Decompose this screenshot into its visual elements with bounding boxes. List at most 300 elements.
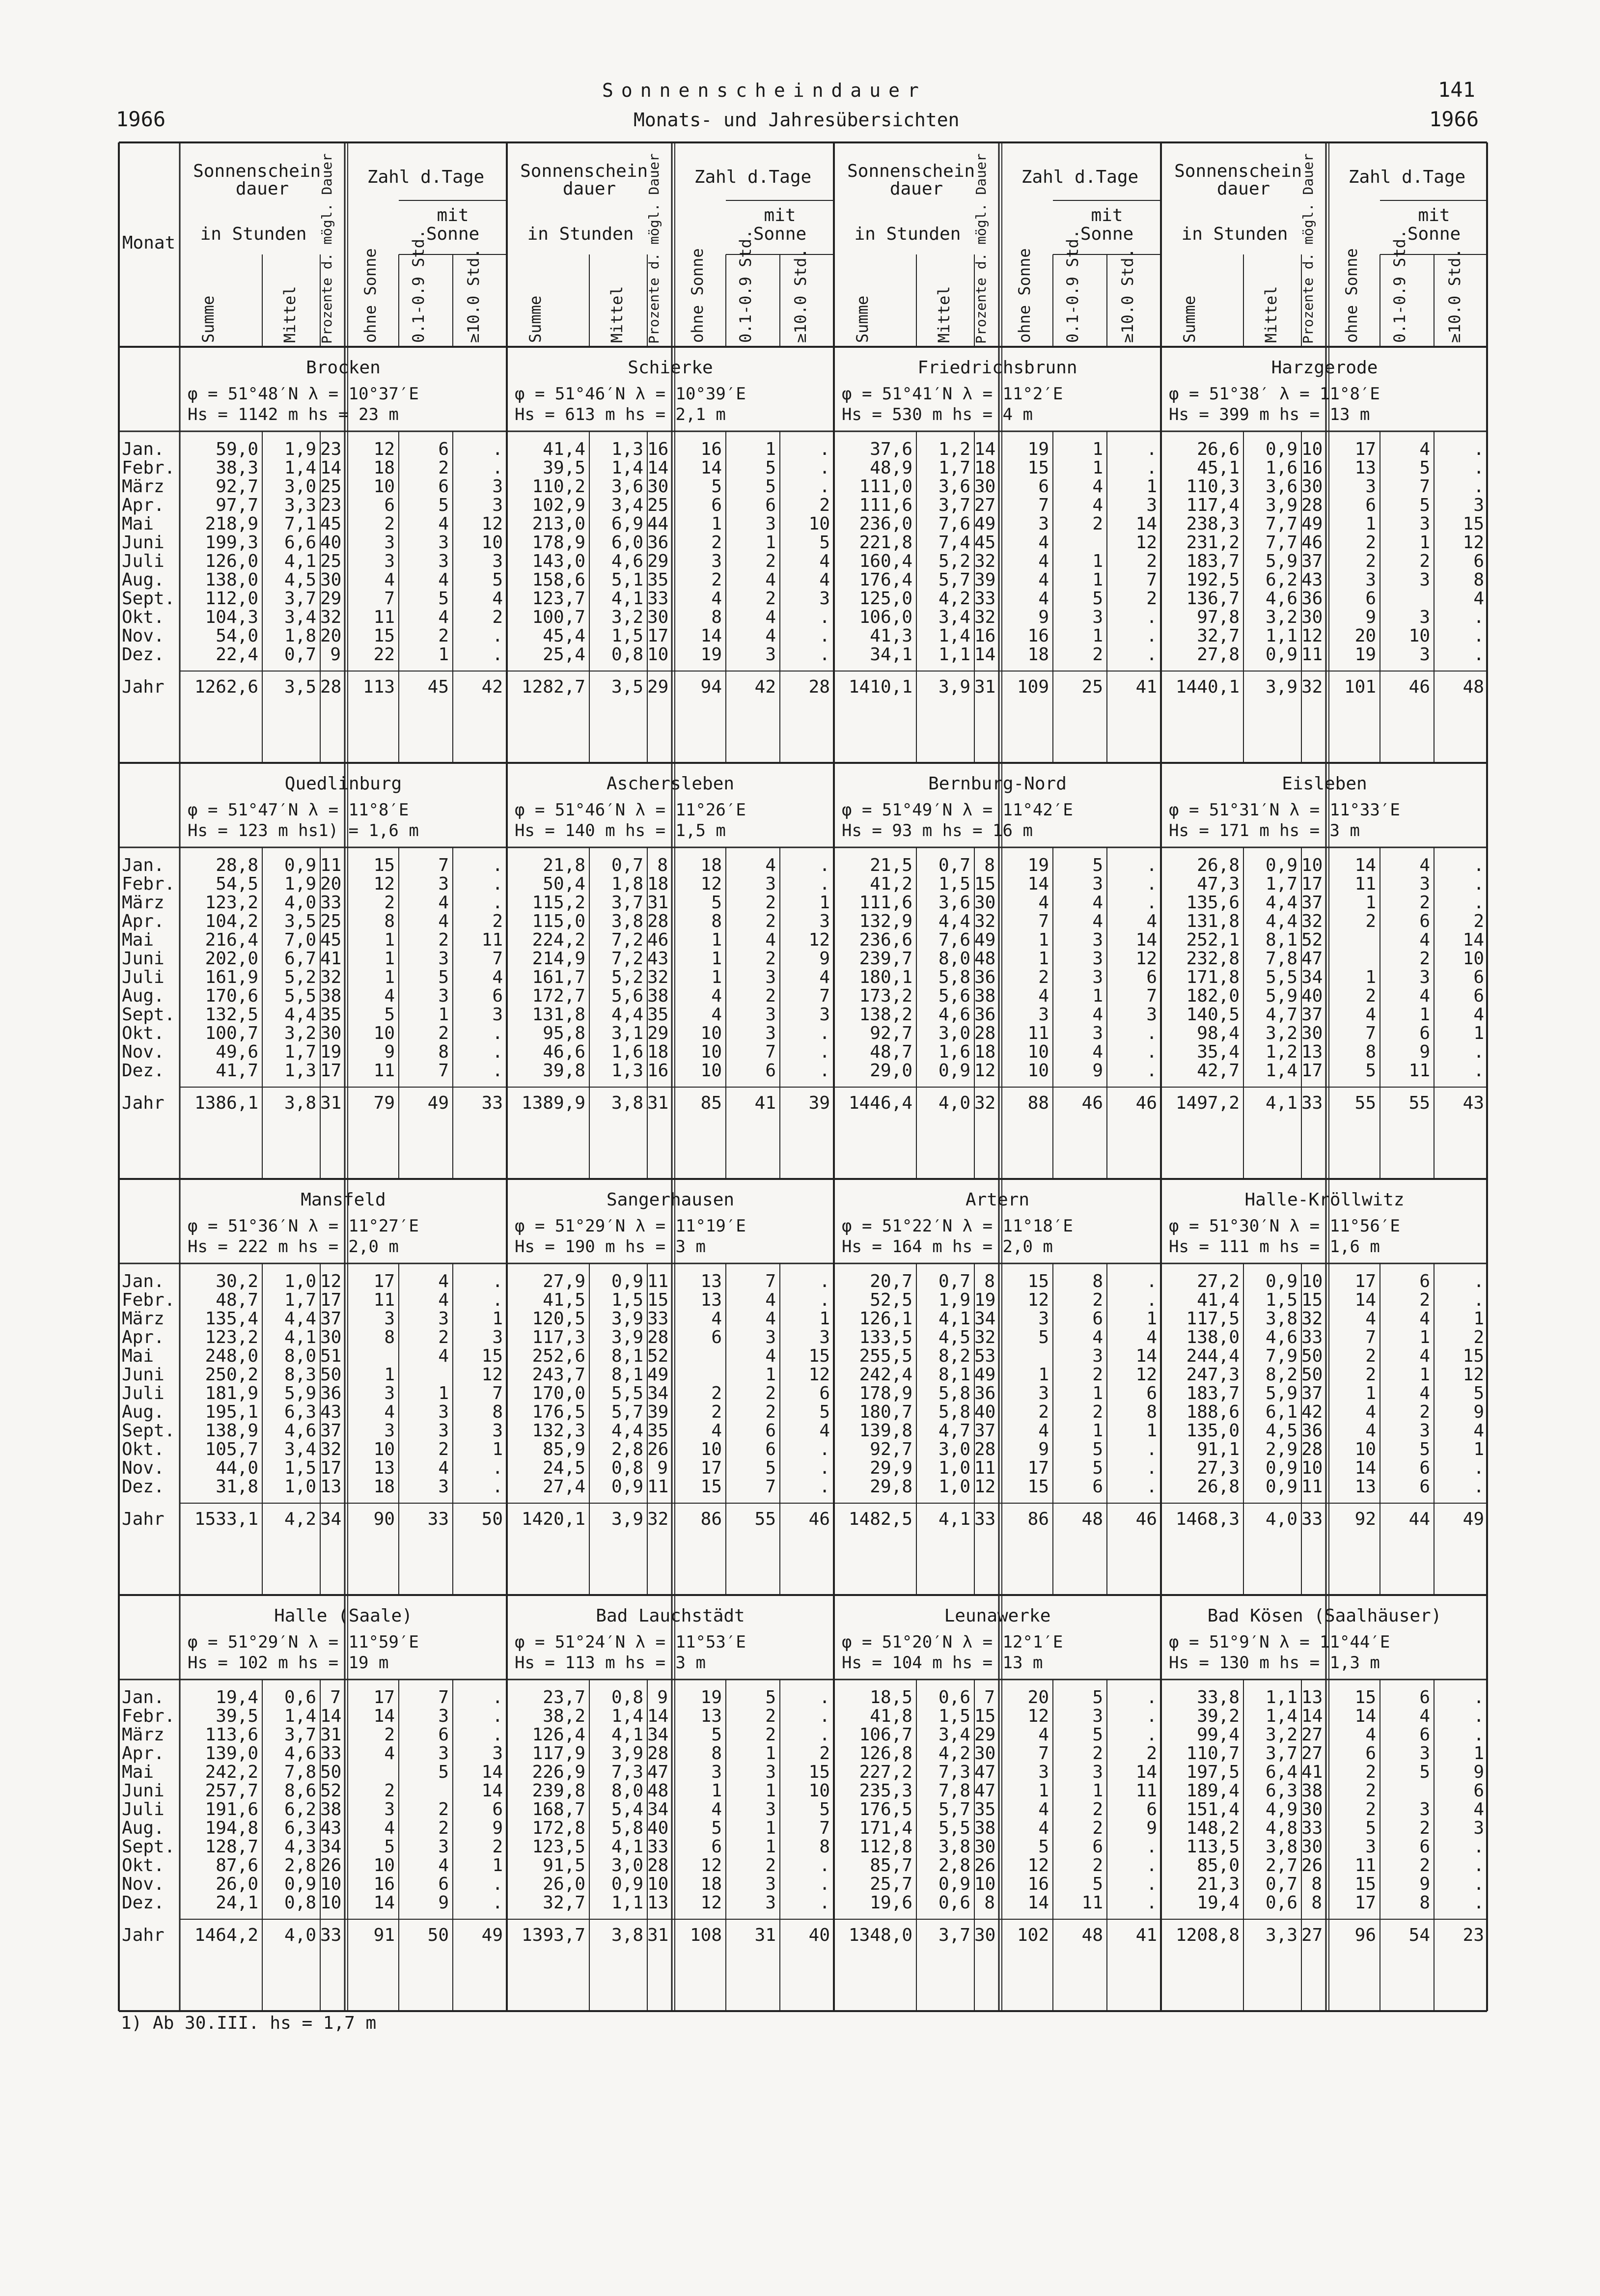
station-coord-1: φ = 51°38′ λ = 11°8′E bbox=[1169, 384, 1380, 404]
data-cell: 16 bbox=[700, 439, 722, 459]
station-name: Halle-Kröllwitz bbox=[1244, 1190, 1405, 1210]
data-cell: 1,7 bbox=[938, 458, 970, 478]
data-cell: 168,7 bbox=[532, 1799, 585, 1820]
data-cell: 24,5 bbox=[543, 1458, 585, 1478]
data-cell: 47 bbox=[1301, 949, 1323, 969]
data-cell: 29 bbox=[647, 551, 669, 571]
month-label: Febr. bbox=[122, 874, 175, 894]
data-cell: 8,0 bbox=[284, 1346, 316, 1366]
data-cell: 11 bbox=[974, 1458, 996, 1478]
data-cell: 9 bbox=[492, 1818, 503, 1838]
total-cell: 1410,1 bbox=[848, 677, 912, 697]
data-cell: 3 bbox=[765, 1023, 776, 1043]
data-cell: 1,4 bbox=[1265, 1706, 1297, 1726]
data-cell: 12 bbox=[700, 874, 722, 894]
total-cell: 43 bbox=[1462, 1093, 1484, 1113]
data-cell: 30 bbox=[647, 476, 669, 497]
data-cell: 4 bbox=[438, 893, 449, 913]
data-cell: 5,9 bbox=[1265, 551, 1297, 571]
data-cell: 112,8 bbox=[859, 1837, 912, 1857]
data-cell: 48,7 bbox=[870, 1042, 912, 1062]
data-cell: 4 bbox=[1419, 1309, 1430, 1329]
data-cell: 4 bbox=[1038, 551, 1049, 571]
data-cell: 47 bbox=[647, 1762, 669, 1782]
total-cell: 49 bbox=[1462, 1509, 1484, 1529]
data-cell: 4,7 bbox=[938, 1421, 970, 1441]
data-cell: 1 bbox=[711, 1781, 722, 1801]
data-cell: 7,7 bbox=[1265, 532, 1297, 553]
data-cell: 6,3 bbox=[1265, 1781, 1297, 1801]
data-cell: 8,1 bbox=[1265, 930, 1297, 950]
data-cell: 3 bbox=[492, 495, 503, 515]
data-cell: 7,9 bbox=[1265, 1346, 1297, 1366]
data-cell: 19,4 bbox=[1197, 1893, 1240, 1913]
data-cell: 27,4 bbox=[543, 1477, 585, 1497]
data-cell: 6 bbox=[1092, 1837, 1103, 1857]
data-cell: 18 bbox=[373, 1477, 395, 1497]
data-cell: 8,0 bbox=[938, 949, 970, 969]
data-cell: 7,8 bbox=[938, 1781, 970, 1801]
data-cell: 3 bbox=[1419, 967, 1430, 987]
data-cell: 4,7 bbox=[1265, 1005, 1297, 1025]
data-cell: 17 bbox=[320, 1290, 342, 1310]
data-cell: 4 bbox=[765, 626, 776, 646]
data-cell: 15 bbox=[1354, 1687, 1376, 1708]
total-cell: 108 bbox=[690, 1925, 722, 1945]
data-cell: 1 bbox=[765, 439, 776, 459]
data-cell: 4 bbox=[765, 930, 776, 950]
data-cell: 3,7 bbox=[284, 588, 316, 609]
month-label: Dez. bbox=[122, 1893, 165, 1913]
data-cell: 11 bbox=[1301, 1477, 1323, 1497]
data-cell: . bbox=[1473, 1290, 1484, 1310]
data-cell: 135,6 bbox=[1186, 893, 1240, 913]
data-cell: 33,8 bbox=[1197, 1687, 1240, 1708]
data-cell: 10 bbox=[1462, 949, 1484, 969]
data-cell: 35 bbox=[320, 1005, 342, 1025]
data-cell: 7 bbox=[438, 1061, 449, 1081]
data-cell: 29,9 bbox=[870, 1458, 912, 1478]
total-cell: 46 bbox=[1081, 1093, 1103, 1113]
data-cell: 3 bbox=[492, 476, 503, 497]
data-cell: 123,7 bbox=[532, 588, 585, 609]
header-summe: Summe bbox=[853, 295, 872, 343]
data-cell: 170,6 bbox=[205, 986, 258, 1006]
total-cell: 1386,1 bbox=[194, 1093, 258, 1113]
data-cell: 4 bbox=[1365, 1309, 1376, 1329]
data-cell: 4 bbox=[1092, 495, 1103, 515]
data-cell: 10 bbox=[373, 476, 395, 497]
data-cell: 2 bbox=[492, 1837, 503, 1857]
data-cell: 3 bbox=[1419, 644, 1430, 665]
data-cell: 138,0 bbox=[205, 570, 258, 590]
data-cell: 7,4 bbox=[938, 532, 970, 553]
data-cell: 12 bbox=[320, 1271, 342, 1291]
data-cell: 35 bbox=[647, 1421, 669, 1441]
data-cell: 161,7 bbox=[532, 967, 585, 987]
data-cell: 2 bbox=[819, 1743, 830, 1764]
data-cell: 3,1 bbox=[611, 1023, 643, 1043]
data-cell: 41,3 bbox=[870, 626, 912, 646]
data-cell: 6 bbox=[1419, 1477, 1430, 1497]
data-cell: 95,8 bbox=[543, 1023, 585, 1043]
data-cell: 4,4 bbox=[938, 911, 970, 931]
data-cell: 10 bbox=[808, 514, 830, 534]
data-cell: 45 bbox=[974, 532, 996, 553]
data-cell: 8,6 bbox=[284, 1781, 316, 1801]
total-cell: 1440,1 bbox=[1175, 677, 1240, 697]
data-cell: 126,0 bbox=[205, 551, 258, 571]
data-cell: 5,2 bbox=[938, 551, 970, 571]
data-cell: 6,6 bbox=[284, 532, 316, 553]
month-label: Juni bbox=[122, 532, 165, 553]
data-cell: 188,6 bbox=[1186, 1402, 1240, 1422]
data-cell: 3,6 bbox=[1265, 476, 1297, 497]
data-cell: 17 bbox=[1354, 439, 1376, 459]
data-cell: 44 bbox=[647, 514, 669, 534]
data-cell: 132,5 bbox=[205, 1005, 258, 1025]
data-cell: 5 bbox=[1092, 1874, 1103, 1894]
data-cell: 3 bbox=[765, 967, 776, 987]
total-cell: 113 bbox=[362, 677, 395, 697]
data-cell: 12 bbox=[373, 874, 395, 894]
data-cell: 7 bbox=[984, 1687, 995, 1708]
data-cell: 3,7 bbox=[284, 1725, 316, 1745]
data-cell: 39,8 bbox=[543, 1061, 585, 1081]
data-cell: 6 bbox=[765, 1061, 776, 1081]
header-days-title: Zahl d.Tage bbox=[1348, 167, 1466, 187]
month-label: Nov. bbox=[122, 626, 165, 646]
header-mittel: Mittel bbox=[935, 286, 953, 343]
data-cell: 2 bbox=[765, 551, 776, 571]
header-10: ≥10.0 Std. bbox=[464, 248, 483, 343]
station-coord-1: φ = 51°36′N λ = 11°27′E bbox=[188, 1216, 419, 1236]
data-cell: 1,6 bbox=[938, 1042, 970, 1062]
data-cell: 0,7 bbox=[284, 644, 316, 665]
data-cell: 11 bbox=[481, 930, 503, 950]
data-cell: 3 bbox=[765, 1874, 776, 1894]
data-cell: 14 bbox=[1354, 1458, 1376, 1478]
data-cell: 13 bbox=[1301, 1687, 1323, 1708]
data-cell: 6 bbox=[1419, 1458, 1430, 1478]
data-cell: 7 bbox=[1038, 495, 1049, 515]
total-cell: 33 bbox=[481, 1093, 503, 1113]
data-cell: 35 bbox=[647, 570, 669, 590]
data-cell: 19 bbox=[1027, 439, 1049, 459]
data-cell: 3 bbox=[765, 874, 776, 894]
data-cell: 11 bbox=[647, 1477, 669, 1497]
data-cell: 0,9 bbox=[284, 855, 316, 875]
data-cell: 3 bbox=[1419, 514, 1430, 534]
header-mit-sonne-2: Sonne bbox=[1407, 224, 1461, 244]
data-cell: 45 bbox=[320, 930, 342, 950]
data-cell: 5 bbox=[1038, 1837, 1049, 1857]
data-cell: 11 bbox=[1135, 1781, 1157, 1801]
data-cell: 0,9 bbox=[938, 1061, 970, 1081]
data-cell: 4 bbox=[438, 607, 449, 627]
data-cell: 3 bbox=[1092, 1706, 1103, 1726]
data-cell: 161,9 bbox=[205, 967, 258, 987]
data-cell: 2,9 bbox=[1265, 1439, 1297, 1459]
header-ohne-sonne: ohne Sonne bbox=[688, 248, 707, 343]
data-cell: 8 bbox=[492, 1402, 503, 1422]
data-cell: 6 bbox=[711, 1837, 722, 1857]
data-cell: 4 bbox=[1365, 1421, 1376, 1441]
data-cell: 41 bbox=[1301, 1762, 1323, 1782]
data-cell: 17 bbox=[647, 626, 669, 646]
data-cell: 2 bbox=[1419, 893, 1430, 913]
data-cell: . bbox=[1473, 1687, 1484, 1708]
data-cell: 6 bbox=[765, 495, 776, 515]
data-cell: 49 bbox=[1301, 514, 1323, 534]
total-cell: 48 bbox=[1081, 1925, 1103, 1945]
data-cell: 12 bbox=[481, 514, 503, 534]
data-cell: 180,1 bbox=[859, 967, 912, 987]
data-cell: 32 bbox=[974, 551, 996, 571]
data-cell: 15 bbox=[373, 855, 395, 875]
data-cell: . bbox=[492, 1477, 503, 1497]
data-cell: 25 bbox=[320, 911, 342, 931]
data-cell: 31 bbox=[320, 1725, 342, 1745]
data-cell: 16 bbox=[1301, 458, 1323, 478]
data-cell: 1 bbox=[1365, 514, 1376, 534]
data-cell: 9 bbox=[1146, 1818, 1157, 1838]
data-cell: . bbox=[1473, 855, 1484, 875]
data-cell: 28 bbox=[647, 1855, 669, 1876]
data-cell: 6 bbox=[1419, 1271, 1430, 1291]
data-cell: 26 bbox=[1301, 1855, 1323, 1876]
data-cell: 6 bbox=[1146, 967, 1157, 987]
data-cell: 3,2 bbox=[1265, 607, 1297, 627]
data-cell: 1 bbox=[1473, 1439, 1484, 1459]
data-cell: 1,9 bbox=[284, 439, 316, 459]
data-cell: 172,7 bbox=[532, 986, 585, 1006]
data-cell: 92,7 bbox=[870, 1439, 912, 1459]
data-cell: 5 bbox=[711, 1725, 722, 1745]
data-cell: 9 bbox=[1473, 1762, 1484, 1782]
data-cell: 13 bbox=[700, 1706, 722, 1726]
data-cell: 1,0 bbox=[284, 1271, 316, 1291]
data-cell: 4 bbox=[1092, 1042, 1103, 1062]
data-cell: 1 bbox=[1419, 1365, 1430, 1385]
data-cell: 9 bbox=[819, 949, 830, 969]
header-mit-sonne: mit bbox=[764, 205, 796, 225]
month-label: März bbox=[122, 476, 165, 497]
data-cell: 100,7 bbox=[532, 607, 585, 627]
data-cell: 10 bbox=[1301, 439, 1323, 459]
data-cell: 3 bbox=[1092, 1762, 1103, 1782]
data-cell: 10 bbox=[1027, 1061, 1049, 1081]
data-cell: 2 bbox=[711, 532, 722, 553]
month-label: Jan. bbox=[122, 1687, 165, 1708]
header-summe: Summe bbox=[526, 295, 545, 343]
total-cell: 1389,9 bbox=[521, 1093, 585, 1113]
data-cell: 3 bbox=[1365, 476, 1376, 497]
data-cell: 8 bbox=[1311, 1874, 1322, 1894]
data-cell: 3 bbox=[384, 1421, 395, 1441]
data-cell: 15 bbox=[1301, 1290, 1323, 1310]
data-cell: 2 bbox=[384, 514, 395, 534]
data-cell: 1 bbox=[765, 1837, 776, 1857]
data-cell: 40 bbox=[974, 1402, 996, 1422]
data-cell: 17 bbox=[1027, 1458, 1049, 1478]
data-cell: 17 bbox=[1301, 1061, 1323, 1081]
data-cell: 35 bbox=[974, 1799, 996, 1820]
data-cell: 37 bbox=[320, 1421, 342, 1441]
station-coord-1: φ = 51°29′N λ = 11°19′E bbox=[515, 1216, 746, 1236]
data-cell: 216,4 bbox=[205, 930, 258, 950]
data-cell: 14 bbox=[373, 1893, 395, 1913]
month-label: Mai bbox=[122, 1762, 154, 1782]
data-cell: . bbox=[819, 607, 830, 627]
data-cell: 236,6 bbox=[859, 930, 912, 950]
data-cell: 19 bbox=[1354, 644, 1376, 665]
data-cell: 10 bbox=[1027, 1042, 1049, 1062]
header-in-stunden: in Stunden bbox=[200, 224, 307, 244]
data-cell: . bbox=[1146, 644, 1157, 665]
data-cell: 10 bbox=[700, 1439, 722, 1459]
data-cell: 42,7 bbox=[1197, 1061, 1240, 1081]
data-cell: 5,5 bbox=[611, 1383, 643, 1403]
data-cell: 3,9 bbox=[611, 1327, 643, 1347]
data-cell: 11 bbox=[647, 1271, 669, 1291]
data-cell: 15 bbox=[647, 1290, 669, 1310]
data-cell: 4,6 bbox=[1265, 1327, 1297, 1347]
month-label: Aug. bbox=[122, 1818, 165, 1838]
data-cell: 131,8 bbox=[532, 1005, 585, 1025]
month-label: Okt. bbox=[122, 1023, 165, 1043]
data-cell: 113,6 bbox=[205, 1725, 258, 1745]
station-coord-2: Hs = 93 m hs = 16 m bbox=[842, 821, 1033, 840]
data-cell: . bbox=[492, 1706, 503, 1726]
month-label: März bbox=[122, 893, 165, 913]
data-cell: 2 bbox=[765, 893, 776, 913]
data-cell: 4,8 bbox=[1265, 1818, 1297, 1838]
data-cell: 34 bbox=[647, 1725, 669, 1745]
data-cell: 139,0 bbox=[205, 1743, 258, 1764]
data-cell: 48,7 bbox=[216, 1290, 258, 1310]
data-cell: 173,2 bbox=[859, 986, 912, 1006]
data-cell: 18 bbox=[974, 458, 996, 478]
data-cell: 1 bbox=[1092, 439, 1103, 459]
data-cell: 151,4 bbox=[1186, 1799, 1240, 1820]
data-cell: 5,7 bbox=[611, 1402, 643, 1422]
data-cell: 4,6 bbox=[284, 1743, 316, 1764]
header-mittel: Mittel bbox=[280, 286, 299, 343]
data-cell: 1 bbox=[1473, 1023, 1484, 1043]
data-cell: 7,2 bbox=[611, 930, 643, 950]
data-cell: 10 bbox=[373, 1023, 395, 1043]
data-cell: 4 bbox=[438, 570, 449, 590]
total-cell: 3,8 bbox=[611, 1925, 643, 1945]
data-cell: 2 bbox=[384, 1781, 395, 1801]
data-cell: 10 bbox=[700, 1042, 722, 1062]
data-cell: 8 bbox=[1146, 1402, 1157, 1422]
data-cell: 18 bbox=[647, 1042, 669, 1062]
data-cell: 37 bbox=[320, 1309, 342, 1329]
data-cell: 18 bbox=[700, 1874, 722, 1894]
data-cell: 4 bbox=[1092, 1005, 1103, 1025]
data-cell: 1 bbox=[1092, 986, 1103, 1006]
data-cell: 4 bbox=[1419, 1383, 1430, 1403]
data-cell: . bbox=[1146, 1706, 1157, 1726]
data-cell: 1 bbox=[819, 1309, 830, 1329]
data-cell: 117,9 bbox=[532, 1743, 585, 1764]
data-cell: 4 bbox=[1038, 570, 1049, 590]
data-cell: 5 bbox=[1419, 495, 1430, 515]
header-mit-sonne: mit bbox=[1418, 205, 1450, 225]
data-cell: . bbox=[819, 1855, 830, 1876]
data-cell: 3,4 bbox=[284, 1439, 316, 1459]
data-cell: 33 bbox=[320, 1743, 342, 1764]
data-cell: 3,7 bbox=[1265, 1743, 1297, 1764]
data-cell: . bbox=[1146, 439, 1157, 459]
data-cell: 2 bbox=[765, 986, 776, 1006]
data-cell: 15 bbox=[373, 626, 395, 646]
data-cell: 11 bbox=[320, 855, 342, 875]
data-cell: 232,8 bbox=[1186, 949, 1240, 969]
data-cell: . bbox=[1473, 1458, 1484, 1478]
data-cell: 6,7 bbox=[284, 949, 316, 969]
data-cell: 30 bbox=[974, 476, 996, 497]
data-cell: 41,4 bbox=[543, 439, 585, 459]
data-cell: 2 bbox=[1365, 1365, 1376, 1385]
data-cell: 191,6 bbox=[205, 1799, 258, 1820]
data-cell: 10 bbox=[1301, 855, 1323, 875]
data-cell: 1 bbox=[1092, 551, 1103, 571]
data-cell: 4 bbox=[384, 1743, 395, 1764]
data-cell: 8 bbox=[657, 855, 668, 875]
data-cell: 10 bbox=[700, 1023, 722, 1043]
sunshine-table bbox=[118, 141, 1488, 2012]
month-label: Mai bbox=[122, 1346, 154, 1366]
data-cell: 4 bbox=[1473, 588, 1484, 609]
data-cell: 17 bbox=[700, 1458, 722, 1478]
month-label: Juli bbox=[122, 551, 165, 571]
data-cell: . bbox=[492, 1290, 503, 1310]
data-cell: 2 bbox=[1092, 1855, 1103, 1876]
total-cell: 3,3 bbox=[1265, 1925, 1297, 1945]
data-cell: . bbox=[819, 1023, 830, 1043]
data-cell: 3 bbox=[384, 1799, 395, 1820]
data-cell: 2 bbox=[438, 1439, 449, 1459]
data-cell: 4,4 bbox=[611, 1421, 643, 1441]
data-cell: . bbox=[492, 1874, 503, 1894]
data-cell: 21,8 bbox=[543, 855, 585, 875]
data-cell: 43 bbox=[320, 1818, 342, 1838]
header-mit-sonne: mit bbox=[1091, 205, 1123, 225]
data-cell: 40 bbox=[647, 1818, 669, 1838]
station-coord-2: Hs = 102 m hs = 19 m bbox=[188, 1653, 389, 1673]
data-cell: 4,9 bbox=[1265, 1799, 1297, 1820]
data-cell: 6 bbox=[1419, 911, 1430, 931]
data-cell: 12 bbox=[1301, 626, 1323, 646]
data-cell: 4,4 bbox=[611, 1005, 643, 1025]
data-cell: 45,1 bbox=[1197, 458, 1240, 478]
data-cell: 50 bbox=[320, 1762, 342, 1782]
data-cell: 5 bbox=[1092, 588, 1103, 609]
data-cell: 7 bbox=[1365, 1327, 1376, 1347]
data-cell: 30 bbox=[1301, 1799, 1323, 1820]
data-cell: 3,9 bbox=[611, 1743, 643, 1764]
data-cell: 7,2 bbox=[611, 949, 643, 969]
data-cell: 2 bbox=[1365, 911, 1376, 931]
data-cell: 6 bbox=[384, 495, 395, 515]
data-cell: 239,7 bbox=[859, 949, 912, 969]
data-cell: 9 bbox=[657, 1687, 668, 1708]
data-cell: 1 bbox=[1092, 570, 1103, 590]
data-cell: 10 bbox=[1354, 1439, 1376, 1459]
